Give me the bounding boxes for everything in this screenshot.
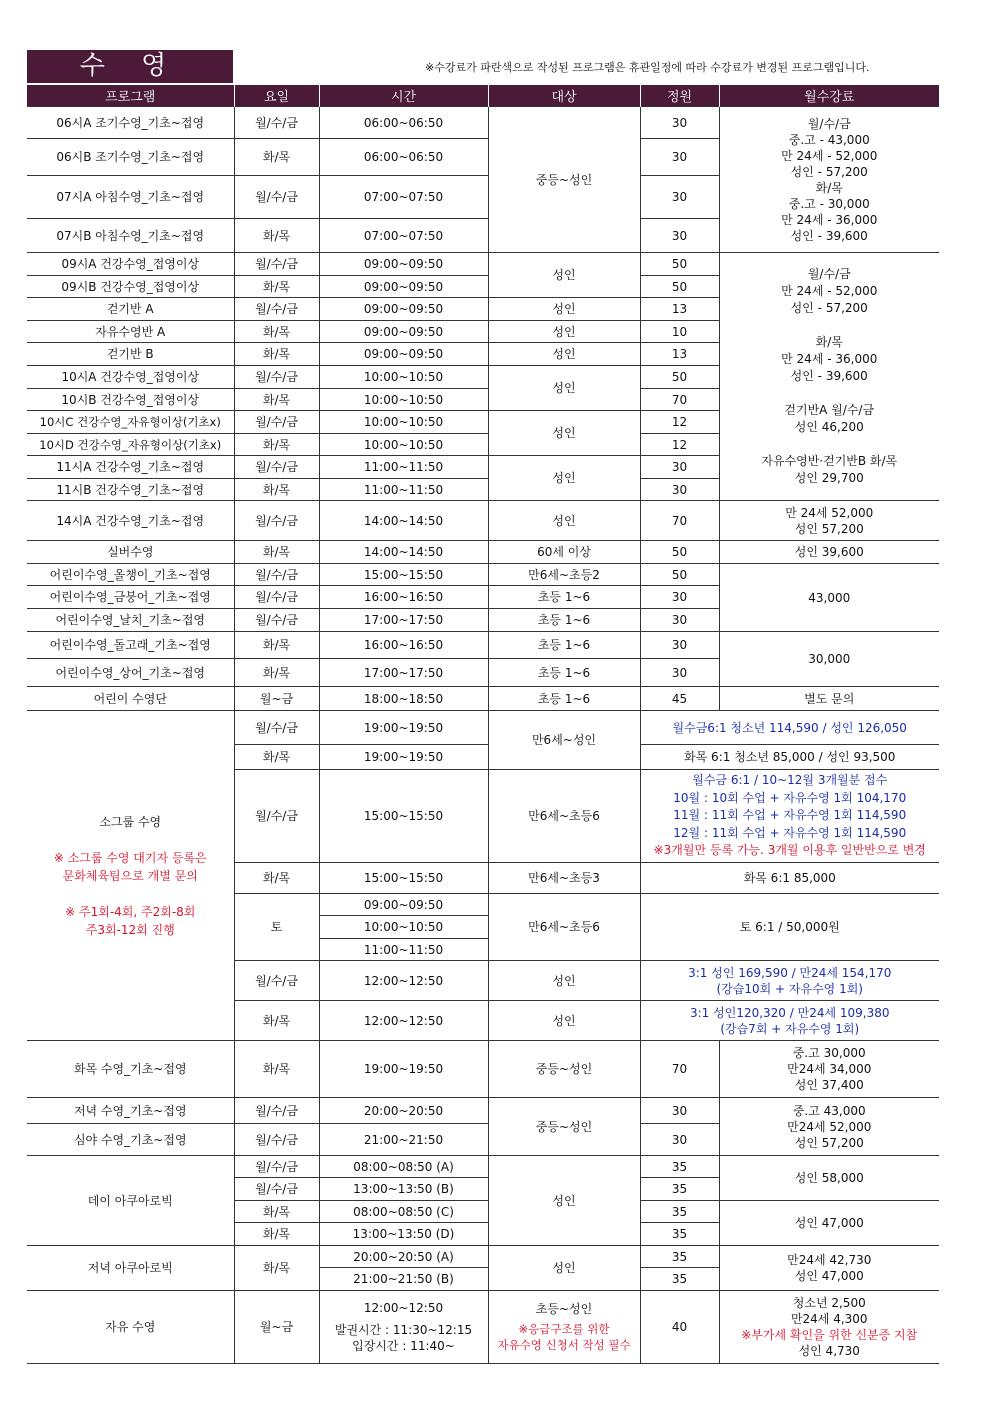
capacity-cell: 13 bbox=[640, 298, 719, 321]
header-time: 시간 bbox=[319, 85, 488, 107]
time-cell: 09:00~09:50 bbox=[319, 298, 488, 321]
day-cell: 월/수/금 bbox=[234, 961, 319, 1001]
fee-cell: 성인 58,000 bbox=[719, 1156, 939, 1201]
target-cell: 성인 bbox=[488, 321, 640, 343]
table-row bbox=[27, 711, 939, 745]
table-row bbox=[27, 1246, 939, 1268]
day-cell: 화/목 bbox=[234, 863, 319, 894]
capacity-cell: 35 bbox=[640, 1201, 719, 1223]
capacity-cell: 10 bbox=[640, 321, 719, 343]
time-cell: 10:00~10:50 bbox=[319, 389, 488, 411]
fee-cell: 중.고 43,000 만24세 52,000 성인 57,200 bbox=[719, 1098, 939, 1156]
table-row bbox=[27, 564, 939, 586]
time-cell: 21:00~21:50 (B) bbox=[319, 1268, 488, 1291]
day-cell: 월/수/금 bbox=[234, 1178, 319, 1201]
program-cell: 10시A 건강수영_접영이상 bbox=[27, 366, 234, 389]
time-cell: 12:00~12:50 bbox=[319, 961, 488, 1001]
time-cell: 10:00~10:50 bbox=[319, 916, 488, 939]
waitlist-note: ※ 소그룹 수영 대기자 등록은 bbox=[53, 850, 207, 865]
day-cell: 월/수/금 bbox=[234, 501, 319, 541]
time-cell: 16:00~16:50 bbox=[319, 586, 488, 609]
target-cell: 중등~성인 bbox=[488, 1041, 640, 1098]
program-cell: 06시B 조기수영_기초~접영 bbox=[27, 139, 234, 176]
time-cell: 07:00~07:50 bbox=[319, 219, 488, 253]
program-cell: 화목 수영_기초~접영 bbox=[27, 1041, 234, 1098]
program-cell: 어린이수영_상어_기초~접영 bbox=[27, 659, 234, 687]
day-cell: 월/수/금 bbox=[234, 411, 319, 434]
fee-change-notice: ※수강료가 파란색으로 작성된 프로그램은 휴관일정에 따라 수강료가 변경된 프로그램입니다. bbox=[425, 61, 870, 74]
table-row bbox=[27, 1098, 939, 1124]
day-cell: 월/수/금 bbox=[234, 253, 319, 276]
day-cell: 월/수/금 bbox=[234, 564, 319, 586]
time-cell: 19:00~19:50 bbox=[319, 1041, 488, 1098]
day-cell: 월/수/금 bbox=[234, 711, 319, 745]
program-cell: 저녁 아쿠아로빅 bbox=[27, 1246, 234, 1291]
capacity-cell: 35 bbox=[640, 1178, 719, 1201]
capacity-cell: 30 bbox=[640, 219, 719, 253]
program-cell: 06시A 조기수영_기초~접영 bbox=[27, 107, 234, 139]
target-cell: 중등~성인 bbox=[488, 107, 640, 253]
program-cell: 저녁 수영_기초~접영 bbox=[27, 1098, 234, 1124]
target-cell: 성인 bbox=[488, 961, 640, 1001]
target-cell: 성인 bbox=[488, 501, 640, 541]
table-row bbox=[27, 541, 939, 564]
target-cell: 성인 bbox=[488, 298, 640, 321]
capacity-cell: 35 bbox=[640, 1246, 719, 1268]
time-cell: 09:00~09:50 bbox=[319, 321, 488, 343]
fee-cell: 월수금 6:1 / 10~12월 3개월분 접수 10월 : 10회 수업 + 자유수영 1회 104,170 11월 : 11회 수업 + 자유수영 1회 114,590 12월 : 11회 수업 + 자유수영 1회 114,590 ※3개월만 등록 가능. 3개월 이용후 일반반으로 변경 bbox=[640, 770, 939, 863]
table-row bbox=[27, 687, 939, 711]
day-cell: 화/목 bbox=[234, 276, 319, 298]
day-cell: 월/수/금 bbox=[234, 586, 319, 609]
capacity-cell: 50 bbox=[640, 253, 719, 276]
time-cell: 15:00~15:50 bbox=[319, 564, 488, 586]
program-cell: 14시A 건강수영_기초~접영 bbox=[27, 501, 234, 541]
target-cell: 초등~성인 ※응급구조를 위한 자유수영 신청서 작성 필수 bbox=[488, 1291, 640, 1364]
time-cell: 13:00~13:50 (B) bbox=[319, 1178, 488, 1201]
time-cell: 19:00~19:50 bbox=[319, 745, 488, 770]
fee-cell: 3:1 성인 169,590 / 만24세 154,170 (강습10회 + 자유수영 1회) bbox=[640, 961, 939, 1001]
time-cell: 09:00~09:50 bbox=[319, 253, 488, 276]
time-cell: 08:00~08:50 (C) bbox=[319, 1201, 488, 1223]
target-cell: 성인 bbox=[488, 1156, 640, 1246]
day-cell: 화/목 bbox=[234, 745, 319, 770]
header-monthly-fee: 월수강료 bbox=[719, 85, 939, 107]
program-cell: 09시A 건강수영_접영이상 bbox=[27, 253, 234, 276]
capacity-cell: 35 bbox=[640, 1223, 719, 1246]
time-cell: 06:00~06:50 bbox=[319, 139, 488, 176]
program-cell: 실버수영 bbox=[27, 541, 234, 564]
time-cell: 07:00~07:50 bbox=[319, 176, 488, 219]
fee-cell: 43,000 bbox=[719, 564, 939, 632]
time-cell: 10:00~10:50 bbox=[319, 411, 488, 434]
capacity-cell: 45 bbox=[640, 687, 719, 711]
day-cell: 화/목 bbox=[234, 321, 319, 343]
day-cell: 월/수/금 bbox=[234, 107, 319, 139]
target-cell: 초등 1~6 bbox=[488, 609, 640, 632]
capacity-cell: 30 bbox=[640, 456, 719, 479]
program-cell: 심야 수영_기초~접영 bbox=[27, 1124, 234, 1156]
capacity-cell: 50 bbox=[640, 564, 719, 586]
day-cell: 월/수/금 bbox=[234, 366, 319, 389]
capacity-cell: 30 bbox=[640, 586, 719, 609]
swimming-schedule-table bbox=[27, 85, 939, 1364]
program-cell: 09시B 건강수영_접영이상 bbox=[27, 276, 234, 298]
time-cell: 09:00~09:50 bbox=[319, 343, 488, 366]
program-cell: 걷기반 A bbox=[27, 298, 234, 321]
program-cell: 자유 수영 bbox=[27, 1291, 234, 1364]
table-row bbox=[27, 1041, 939, 1098]
capacity-cell: 12 bbox=[640, 411, 719, 434]
header-target: 대상 bbox=[488, 85, 640, 107]
fee-cell: 월/수/금 만 24세 - 52,000 성인 - 57,200 화/목 만 24세 - 36,000 성인 - 39,600 걷기반A 월/수/금 성인 46,200 자유수영반·걷기반B 화/목 성인 29,700 bbox=[719, 253, 939, 501]
time-cell: 20:00~20:50 (A) bbox=[319, 1246, 488, 1268]
fee-cell: 청소년 2,500 만24세 4,300 ※부가세 확인을 위한 신분증 지참 성인 4,730 bbox=[719, 1291, 939, 1364]
day-cell: 화/목 bbox=[234, 541, 319, 564]
program-cell: 10시B 건강수영_접영이상 bbox=[27, 389, 234, 411]
fee-cell: 화목 6:1 청소년 85,000 / 성인 93,500 bbox=[640, 745, 939, 770]
target-cell: 만6세~초등6 bbox=[488, 770, 640, 863]
day-cell: 토 bbox=[234, 894, 319, 961]
table-row bbox=[27, 501, 939, 541]
fee-cell: 성인 47,000 bbox=[719, 1201, 939, 1246]
program-cell: 걷기반 B bbox=[27, 343, 234, 366]
capacity-cell: 30 bbox=[640, 176, 719, 219]
time-cell: 11:00~11:50 bbox=[319, 479, 488, 501]
fee-cell: 성인 39,600 bbox=[719, 541, 939, 564]
capacity-cell: 12 bbox=[640, 434, 719, 456]
day-cell: 화/목 bbox=[234, 1041, 319, 1098]
program-cell: 07시A 아침수영_기초~접영 bbox=[27, 176, 234, 219]
target-cell: 초등 1~6 bbox=[488, 586, 640, 609]
time-cell: 10:00~10:50 bbox=[319, 434, 488, 456]
day-cell: 화/목 bbox=[234, 1201, 319, 1223]
program-cell: 어린이수영_돌고래_기초~접영 bbox=[27, 632, 234, 659]
capacity-cell: 70 bbox=[640, 389, 719, 411]
target-cell: 중등~성인 bbox=[488, 1098, 640, 1156]
session-note: ※ 주1회-4회, 주2회-8회 bbox=[65, 904, 196, 919]
target-cell: 초등 1~6 bbox=[488, 632, 640, 659]
page-title: 수 영 bbox=[27, 50, 233, 83]
capacity-cell: 50 bbox=[640, 541, 719, 564]
day-cell: 화/목 bbox=[234, 632, 319, 659]
day-cell: 화/목 bbox=[234, 1001, 319, 1041]
time-cell: 06:00~06:50 bbox=[319, 107, 488, 139]
capacity-cell: 30 bbox=[640, 632, 719, 659]
capacity-cell: 35 bbox=[640, 1268, 719, 1291]
time-cell: 11:00~11:50 bbox=[319, 939, 488, 961]
day-cell: 월/수/금 bbox=[234, 176, 319, 219]
target-cell: 만6세~초등6 bbox=[488, 894, 640, 961]
day-cell: 월/수/금 bbox=[234, 1156, 319, 1178]
program-cell: 데이 아쿠아로빅 bbox=[27, 1156, 234, 1246]
target-cell: 성인 bbox=[488, 411, 640, 456]
fee-cell: 3:1 성인120,320 / 만24세 109,380 (강습7회 + 자유수영 1회) bbox=[640, 1001, 939, 1041]
time-cell: 17:00~17:50 bbox=[319, 659, 488, 687]
time-cell: 13:00~13:50 (D) bbox=[319, 1223, 488, 1246]
capacity-cell: 30 bbox=[640, 609, 719, 632]
time-cell: 12:00~12:50 발권시간 : 11:30~12:15 입장시간 : 11:40~ bbox=[319, 1291, 488, 1364]
program-cell: 10시D 건강수영_자유형이상(기초x) bbox=[27, 434, 234, 456]
fee-cell: 만 24세 52,000 성인 57,200 bbox=[719, 501, 939, 541]
day-cell: 화/목 bbox=[234, 1223, 319, 1246]
day-cell: 화/목 bbox=[234, 479, 319, 501]
header-day: 요일 bbox=[234, 85, 319, 107]
target-cell: 만6세~초등2 bbox=[488, 564, 640, 586]
program-cell: 11시B 건강수영_기초~접영 bbox=[27, 479, 234, 501]
program-cell: 어린이수영_올챙이_기초~접영 bbox=[27, 564, 234, 586]
day-cell: 월/수/금 bbox=[234, 298, 319, 321]
time-cell: 19:00~19:50 bbox=[319, 711, 488, 745]
header-program: 프로그램 bbox=[27, 85, 234, 107]
table-row bbox=[27, 1156, 939, 1178]
time-cell: 21:00~21:50 bbox=[319, 1124, 488, 1156]
time-cell: 18:00~18:50 bbox=[319, 687, 488, 711]
capacity-cell: 30 bbox=[640, 479, 719, 501]
target-cell: 만6세~초등3 bbox=[488, 863, 640, 894]
program-cell: 07시B 아침수영_기초~접영 bbox=[27, 219, 234, 253]
day-cell: 월~금 bbox=[234, 1291, 319, 1364]
day-cell: 화/목 bbox=[234, 219, 319, 253]
capacity-cell: 50 bbox=[640, 276, 719, 298]
day-cell: 월/수/금 bbox=[234, 456, 319, 479]
capacity-cell: 70 bbox=[640, 501, 719, 541]
day-cell: 월/수/금 bbox=[234, 1124, 319, 1156]
program-cell: 10시C 건강수영_자유형이상(기초x) bbox=[27, 411, 234, 434]
program-cell: 소그룹 수영 ※ 소그룹 수영 대기자 등록은 문화체육팀으로 개별 문의 ※ 주1회-4회, 주2회-8회 주3회-12회 진행 bbox=[27, 711, 234, 1041]
target-cell: 성인 bbox=[488, 456, 640, 501]
day-cell: 화/목 bbox=[234, 139, 319, 176]
capacity-cell: 30 bbox=[640, 659, 719, 687]
time-cell: 12:00~12:50 bbox=[319, 1001, 488, 1041]
day-cell: 화/목 bbox=[234, 434, 319, 456]
table-row bbox=[27, 1291, 939, 1364]
capacity-cell: 35 bbox=[640, 1156, 719, 1178]
target-cell: 성인 bbox=[488, 253, 640, 298]
target-cell: 성인 bbox=[488, 366, 640, 411]
table-row bbox=[27, 253, 939, 276]
time-cell: 09:00~09:50 bbox=[319, 894, 488, 916]
capacity-cell: 30 bbox=[640, 107, 719, 139]
time-cell: 15:00~15:50 bbox=[319, 863, 488, 894]
fee-cell: 화목 6:1 85,000 bbox=[640, 863, 939, 894]
capacity-cell: 40 bbox=[640, 1291, 719, 1364]
target-cell: 성인 bbox=[488, 343, 640, 366]
capacity-cell: 13 bbox=[640, 343, 719, 366]
time-cell: 20:00~20:50 bbox=[319, 1098, 488, 1124]
day-cell: 월~금 bbox=[234, 687, 319, 711]
capacity-cell: 30 bbox=[640, 139, 719, 176]
fee-cell: 토 6:1 / 50,000원 bbox=[640, 894, 939, 961]
program-cell: 어린이 수영단 bbox=[27, 687, 234, 711]
capacity-cell: 70 bbox=[640, 1041, 719, 1098]
time-cell: 09:00~09:50 bbox=[319, 276, 488, 298]
time-cell: 14:00~14:50 bbox=[319, 501, 488, 541]
target-cell: 초등 1~6 bbox=[488, 687, 640, 711]
program-cell: 어린이수영_날치_기초~접영 bbox=[27, 609, 234, 632]
target-cell: 60세 이상 bbox=[488, 541, 640, 564]
time-cell: 10:00~10:50 bbox=[319, 366, 488, 389]
day-cell: 월/수/금 bbox=[234, 1098, 319, 1124]
day-cell: 화/목 bbox=[234, 389, 319, 411]
day-cell: 화/목 bbox=[234, 659, 319, 687]
capacity-cell: 30 bbox=[640, 1098, 719, 1124]
fee-cell: 월/수/금 중.고 - 43,000 만 24세 - 52,000 성인 - 57,200 화/목 중.고 - 30,000 만 24세 - 36,000 성인 - 39,600 bbox=[719, 107, 939, 253]
time-cell: 11:00~11:50 bbox=[319, 456, 488, 479]
day-cell: 화/목 bbox=[234, 343, 319, 366]
target-cell: 초등 1~6 bbox=[488, 659, 640, 687]
program-cell: 어린이수영_금붕어_기초~접영 bbox=[27, 586, 234, 609]
time-cell: 16:00~16:50 bbox=[319, 632, 488, 659]
fee-cell: 중.고 30,000 만24세 34,000 성인 37,400 bbox=[719, 1041, 939, 1098]
time-cell: 15:00~15:50 bbox=[319, 770, 488, 863]
program-cell: 11시A 건강수영_기초~접영 bbox=[27, 456, 234, 479]
target-cell: 성인 bbox=[488, 1001, 640, 1041]
capacity-cell: 30 bbox=[640, 1124, 719, 1156]
fee-cell: 별도 문의 bbox=[719, 687, 939, 711]
target-cell: 만6세~성인 bbox=[488, 711, 640, 770]
time-cell: 14:00~14:50 bbox=[319, 541, 488, 564]
capacity-cell: 50 bbox=[640, 366, 719, 389]
day-cell: 화/목 bbox=[234, 1246, 319, 1291]
target-cell: 성인 bbox=[488, 1246, 640, 1291]
fee-cell: 월수금6:1 청소년 114,590 / 성인 126,050 bbox=[640, 711, 939, 745]
time-cell: 08:00~08:50 (A) bbox=[319, 1156, 488, 1178]
program-cell: 자유수영반 A bbox=[27, 321, 234, 343]
time-cell: 17:00~17:50 bbox=[319, 609, 488, 632]
day-cell: 월/수/금 bbox=[234, 770, 319, 863]
fee-cell: 30,000 bbox=[719, 632, 939, 687]
table-row bbox=[27, 632, 939, 659]
table-header-row bbox=[27, 85, 939, 107]
day-cell: 월/수/금 bbox=[234, 609, 319, 632]
table-row bbox=[27, 107, 939, 139]
fee-cell: 만24세 42,730 성인 47,000 bbox=[719, 1246, 939, 1291]
header-capacity: 정원 bbox=[640, 85, 719, 107]
